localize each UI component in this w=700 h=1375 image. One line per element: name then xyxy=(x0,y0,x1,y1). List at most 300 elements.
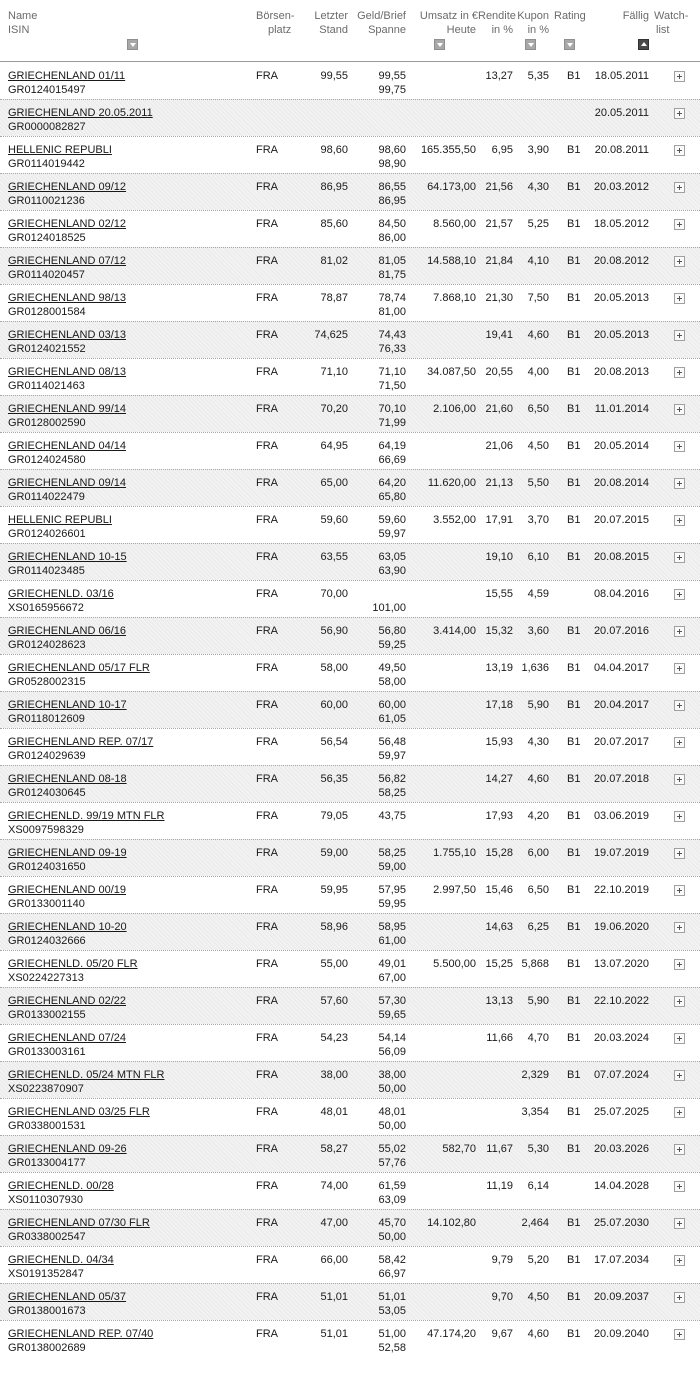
add-to-watchlist-icon[interactable] xyxy=(674,737,685,748)
ask-price: 66,69 xyxy=(378,454,406,466)
rating: B1 xyxy=(567,1032,581,1044)
bond-name-link[interactable]: GRIECHENLAND 09-19 xyxy=(8,847,127,859)
bond-isin: XS0110307930 xyxy=(8,1194,84,1206)
rating: B1 xyxy=(567,292,581,304)
add-to-watchlist-icon[interactable] xyxy=(674,108,685,119)
rating: B1 xyxy=(567,884,581,896)
table-row xyxy=(0,691,700,728)
maturity-date: 20.04.2017 xyxy=(593,699,649,711)
bid-price: 61,59 xyxy=(378,1180,406,1192)
maturity-date: 19.06.2020 xyxy=(593,921,649,933)
bond-name-link[interactable]: GRIECHENLAND 06/16 xyxy=(8,625,126,637)
volume-today: 1.755,10 xyxy=(433,847,476,859)
exchange-venue: FRA xyxy=(256,662,278,674)
rating: B1 xyxy=(567,1254,581,1266)
bond-name-link[interactable]: GRIECHENLAND 08/13 xyxy=(8,366,126,378)
bond-name-link[interactable]: GRIECHENLD. 05/24 MTN FLR xyxy=(8,1069,165,1081)
maturity-date: 04.04.2017 xyxy=(593,662,649,674)
add-to-watchlist-icon[interactable] xyxy=(674,811,685,822)
rating: B1 xyxy=(567,736,581,748)
add-to-watchlist-icon[interactable] xyxy=(674,774,685,785)
ask-price: 59,97 xyxy=(378,750,406,762)
table-row xyxy=(0,1283,700,1320)
yield-percent: 15,32 xyxy=(485,625,513,637)
maturity-date: 19.07.2019 xyxy=(593,847,649,859)
bond-isin: GR0124015497 xyxy=(8,84,86,96)
coupon-percent: 4,30 xyxy=(527,181,549,193)
bond-name-link[interactable]: GRIECHENLD. 05/20 FLR xyxy=(8,958,138,970)
last-price: 58,27 xyxy=(320,1143,348,1155)
exchange-venue: FRA xyxy=(256,1069,278,1081)
table-row xyxy=(0,1246,700,1283)
table-row xyxy=(0,876,700,913)
table-row xyxy=(0,543,700,580)
ask-price: 59,97 xyxy=(378,528,406,540)
bond-isin: GR0133004177 xyxy=(8,1157,86,1169)
bond-name-link[interactable]: GRIECHENLAND 20.05.2011 xyxy=(8,107,153,119)
yield-percent: 13,19 xyxy=(485,662,513,674)
ask-price: 58,25 xyxy=(378,787,406,799)
bond-name-link[interactable]: GRIECHENLAND 02/22 xyxy=(8,995,126,1007)
exchange-venue: FRA xyxy=(256,514,278,526)
add-to-watchlist-icon[interactable] xyxy=(674,700,685,711)
add-to-watchlist-icon[interactable] xyxy=(674,959,685,970)
table-row xyxy=(0,1061,700,1098)
bond-name-link[interactable]: GRIECHENLAND 05/17 FLR xyxy=(8,662,150,674)
bond-name-link[interactable]: GRIECHENLAND 02/12 xyxy=(8,218,126,230)
sort-maturity-icon[interactable] xyxy=(638,39,649,50)
add-to-watchlist-icon[interactable] xyxy=(674,996,685,1007)
add-to-watchlist-icon[interactable] xyxy=(674,1329,685,1340)
exchange-venue: FRA xyxy=(256,810,278,822)
add-to-watchlist-icon[interactable] xyxy=(674,885,685,896)
exchange-venue: FRA xyxy=(256,773,278,785)
maturity-date: 13.07.2020 xyxy=(593,958,649,970)
bond-name-link[interactable]: GRIECHENLAND 07/30 FLR xyxy=(8,1217,150,1229)
exchange-venue: FRA xyxy=(256,1180,278,1192)
add-to-watchlist-icon[interactable] xyxy=(674,1070,685,1081)
header-name: Name ISIN xyxy=(8,10,38,36)
exchange-venue: FRA xyxy=(256,329,278,341)
add-to-watchlist-icon[interactable] xyxy=(674,182,685,193)
last-price: 98,60 xyxy=(320,144,348,156)
rating: B1 xyxy=(567,1069,581,1081)
table-row xyxy=(0,395,700,432)
last-price: 74,00 xyxy=(320,1180,348,1192)
yield-percent: 20,55 xyxy=(485,366,513,378)
table-row xyxy=(0,617,700,654)
ask-price: 58,00 xyxy=(378,676,406,688)
bond-isin: XS0097598329 xyxy=(8,824,84,836)
maturity-date: 17.07.2034 xyxy=(593,1254,649,1266)
bond-isin: GR0128001584 xyxy=(8,306,86,318)
bid-price: 55,02 xyxy=(378,1143,406,1155)
bid-price: 63,05 xyxy=(378,551,406,563)
bid-price: 56,82 xyxy=(378,773,406,785)
exchange-venue: FRA xyxy=(256,477,278,489)
bond-name-link[interactable]: GRIECHENLAND 99/14 xyxy=(8,403,126,415)
rating: B1 xyxy=(567,1328,581,1340)
header-volume: Umsatz in € Heute xyxy=(419,10,478,36)
ask-price: 65,80 xyxy=(378,491,406,503)
bond-isin: GR0114021463 xyxy=(8,380,85,392)
add-to-watchlist-icon[interactable] xyxy=(674,663,685,674)
table-row xyxy=(0,173,700,210)
bond-isin: GR0124024580 xyxy=(8,454,86,466)
bid-price: 49,01 xyxy=(378,958,406,970)
bond-name-link[interactable]: GRIECHENLAND 03/13 xyxy=(8,329,126,341)
add-to-watchlist-icon[interactable] xyxy=(674,293,685,304)
bid-price: 86,55 xyxy=(378,181,406,193)
rating: B1 xyxy=(567,662,581,674)
bond-name-link[interactable]: GRIECHENLAND 10-20 xyxy=(8,921,127,933)
bond-name-link[interactable]: GRIECHENLAND 07/12 xyxy=(8,255,126,267)
volume-today: 7.868,10 xyxy=(433,292,476,304)
bid-price: 43,75 xyxy=(378,810,406,822)
sort-volume-icon[interactable] xyxy=(434,39,445,50)
last-price: 70,00 xyxy=(320,588,348,600)
coupon-percent: 5,90 xyxy=(527,699,549,711)
exchange-venue: FRA xyxy=(256,181,278,193)
yield-percent: 13,13 xyxy=(485,995,513,1007)
header-last: Letzter Stand xyxy=(314,10,348,36)
maturity-date: 20.09.2037 xyxy=(593,1291,649,1303)
bid-price: 98,60 xyxy=(378,144,406,156)
last-price: 56,54 xyxy=(320,736,348,748)
maturity-date: 22.10.2022 xyxy=(593,995,649,1007)
exchange-venue: FRA xyxy=(256,1254,278,1266)
maturity-date: 20.08.2014 xyxy=(593,477,649,489)
maturity-date: 20.03.2026 xyxy=(593,1143,649,1155)
last-price: 70,20 xyxy=(320,403,348,415)
last-price: 85,60 xyxy=(320,218,348,230)
last-price: 65,00 xyxy=(320,477,348,489)
add-to-watchlist-icon[interactable] xyxy=(674,478,685,489)
bond-isin: GR0124031650 xyxy=(8,861,86,873)
bond-name-link[interactable]: GRIECHENLAND 98/13 xyxy=(8,292,126,304)
yield-percent: 15,28 xyxy=(485,847,513,859)
maturity-date: 03.06.2019 xyxy=(593,810,649,822)
ask-price: 61,00 xyxy=(378,935,406,947)
bond-name-link[interactable]: GRIECHENLAND 01/11 xyxy=(8,70,126,82)
bond-name-link[interactable]: HELLENIC REPUBLI xyxy=(8,514,112,526)
bond-name-link[interactable]: GRIECHENLAND 05/37 xyxy=(8,1291,126,1303)
last-price: 64,95 xyxy=(320,440,348,452)
add-to-watchlist-icon[interactable] xyxy=(674,1181,685,1192)
bid-price: 78,74 xyxy=(378,292,406,304)
ask-price: 59,25 xyxy=(378,639,406,651)
ask-price: 81,75 xyxy=(378,269,406,281)
bid-price: 58,25 xyxy=(378,847,406,859)
bid-price: 70,10 xyxy=(378,403,406,415)
add-to-watchlist-icon[interactable] xyxy=(674,1033,685,1044)
ask-price: 86,95 xyxy=(378,195,406,207)
bond-isin: GR0138002689 xyxy=(8,1342,86,1354)
last-price: 59,00 xyxy=(320,847,348,859)
maturity-date: 20.09.2040 xyxy=(593,1328,649,1340)
table-row xyxy=(0,210,700,247)
ask-price: 71,50 xyxy=(378,380,406,392)
ask-price: 59,00 xyxy=(378,861,406,873)
last-price: 56,35 xyxy=(320,773,348,785)
bond-name-link[interactable]: GRIECHENLD. 03/16 xyxy=(8,588,114,600)
bid-price: 38,00 xyxy=(378,1069,406,1081)
ask-price: 101,00 xyxy=(372,602,406,614)
rating: B1 xyxy=(567,181,581,193)
maturity-date: 20.08.2013 xyxy=(593,366,649,378)
volume-today: 3.552,00 xyxy=(433,514,476,526)
bond-isin: GR0124032666 xyxy=(8,935,86,947)
last-price: 99,55 xyxy=(320,70,348,82)
rating: B1 xyxy=(567,477,581,489)
exchange-venue: FRA xyxy=(256,847,278,859)
ask-price: 81,00 xyxy=(378,306,406,318)
bond-isin: GR0114019442 xyxy=(8,158,85,170)
bond-name-link[interactable]: HELLENIC REPUBLI xyxy=(8,144,112,156)
last-price: 86,95 xyxy=(320,181,348,193)
bond-name-link[interactable]: GRIECHENLD. 00/28 xyxy=(8,1180,114,1192)
exchange-venue: FRA xyxy=(256,921,278,933)
last-price: 81,02 xyxy=(320,255,348,267)
rating: B1 xyxy=(567,995,581,1007)
maturity-date: 20.07.2017 xyxy=(593,736,649,748)
coupon-percent: 3,70 xyxy=(527,514,549,526)
add-to-watchlist-icon[interactable] xyxy=(674,1218,685,1229)
volume-today: 5.500,00 xyxy=(433,958,476,970)
bond-name-link[interactable]: GRIECHENLAND 09/14 xyxy=(8,477,126,489)
last-price: 47,00 xyxy=(320,1217,348,1229)
bond-name-link[interactable]: GRIECHENLAND REP. 07/40 xyxy=(8,1328,154,1340)
last-price: 79,05 xyxy=(320,810,348,822)
add-to-watchlist-icon[interactable] xyxy=(674,404,685,415)
add-to-watchlist-icon[interactable] xyxy=(674,1292,685,1303)
maturity-date: 07.07.2024 xyxy=(593,1069,649,1081)
rating: B1 xyxy=(567,144,581,156)
ask-price: 63,09 xyxy=(378,1194,406,1206)
add-to-watchlist-icon[interactable] xyxy=(674,1144,685,1155)
rating: B1 xyxy=(567,773,581,785)
coupon-percent: 6,10 xyxy=(527,551,549,563)
bid-price: 45,70 xyxy=(378,1217,406,1229)
bid-price: 56,80 xyxy=(378,625,406,637)
bond-name-link[interactable]: GRIECHENLAND 04/14 xyxy=(8,440,126,452)
volume-today: 8.560,00 xyxy=(433,218,476,230)
coupon-percent: 6,25 xyxy=(527,921,549,933)
ask-price: 53,05 xyxy=(378,1305,406,1317)
maturity-date: 20.05.2011 xyxy=(594,107,649,119)
maturity-date: 20.07.2015 xyxy=(593,514,649,526)
coupon-percent: 3,354 xyxy=(521,1106,549,1118)
yield-percent: 21,57 xyxy=(485,218,513,230)
bid-price: 56,48 xyxy=(378,736,406,748)
bond-name-link[interactable]: GRIECHENLAND REP. 07/17 xyxy=(8,736,154,748)
bond-name-link[interactable]: GRIECHENLAND 10-15 xyxy=(8,551,127,563)
yield-percent: 21,84 xyxy=(485,255,513,267)
yield-percent: 14,63 xyxy=(485,921,513,933)
yield-percent: 11,66 xyxy=(486,1032,513,1044)
yield-percent: 15,93 xyxy=(485,736,513,748)
ask-price: 59,95 xyxy=(378,898,406,910)
rating: B1 xyxy=(567,551,581,563)
exchange-venue: FRA xyxy=(256,1143,278,1155)
coupon-percent: 5,868 xyxy=(521,958,549,970)
coupon-percent: 5,30 xyxy=(527,1143,549,1155)
add-to-watchlist-icon[interactable] xyxy=(674,515,685,526)
rating: B1 xyxy=(567,366,581,378)
maturity-date: 25.07.2025 xyxy=(593,1106,649,1118)
coupon-percent: 7,50 xyxy=(527,292,549,304)
volume-today: 64.173,00 xyxy=(427,181,476,193)
ask-price: 86,00 xyxy=(378,232,406,244)
add-to-watchlist-icon[interactable] xyxy=(674,552,685,563)
last-price: 57,60 xyxy=(320,995,348,1007)
coupon-percent: 2,464 xyxy=(521,1217,549,1229)
yield-percent: 13,27 xyxy=(485,70,513,82)
add-to-watchlist-icon[interactable] xyxy=(674,922,685,933)
ask-price: 50,00 xyxy=(378,1120,406,1132)
exchange-venue: FRA xyxy=(256,699,278,711)
volume-today: 47.174,20 xyxy=(427,1328,476,1340)
add-to-watchlist-icon[interactable] xyxy=(674,441,685,452)
add-to-watchlist-icon[interactable] xyxy=(674,367,685,378)
bond-isin: XS0224227313 xyxy=(8,972,84,984)
bid-price: 99,55 xyxy=(378,70,406,82)
bond-isin: GR0124026601 xyxy=(8,528,86,540)
volume-today: 3.414,00 xyxy=(433,625,476,637)
coupon-percent: 6,50 xyxy=(527,884,549,896)
maturity-date: 20.03.2012 xyxy=(593,181,649,193)
bond-isin: XS0165956672 xyxy=(8,602,84,614)
yield-percent: 21,30 xyxy=(485,292,513,304)
yield-percent: 11,19 xyxy=(486,1180,513,1192)
rating: B1 xyxy=(567,958,581,970)
table-row xyxy=(0,136,700,173)
bond-isin: GR0133001140 xyxy=(8,898,85,910)
ask-price: 50,00 xyxy=(378,1231,406,1243)
table-row xyxy=(0,839,700,876)
add-to-watchlist-icon[interactable] xyxy=(674,626,685,637)
sort-rating-icon[interactable] xyxy=(564,39,575,50)
exchange-venue: FRA xyxy=(256,1106,278,1118)
exchange-venue: FRA xyxy=(256,440,278,452)
table-row xyxy=(0,284,700,321)
last-price: 55,00 xyxy=(320,958,348,970)
add-to-watchlist-icon[interactable] xyxy=(674,219,685,230)
header-watchlist: Watch- list xyxy=(654,10,689,36)
sort-yield-icon[interactable] xyxy=(525,39,536,50)
add-to-watchlist-icon[interactable] xyxy=(674,848,685,859)
coupon-percent: 3,60 xyxy=(527,625,549,637)
coupon-percent: 5,25 xyxy=(527,218,549,230)
rating: B1 xyxy=(567,255,581,267)
ask-price: 63,90 xyxy=(378,565,406,577)
coupon-percent: 5,20 xyxy=(527,1254,549,1266)
ask-price: 71,99 xyxy=(378,417,406,429)
add-to-watchlist-icon[interactable] xyxy=(674,330,685,341)
exchange-venue: FRA xyxy=(256,144,278,156)
exchange-venue: FRA xyxy=(256,366,278,378)
add-to-watchlist-icon[interactable] xyxy=(674,145,685,156)
maturity-date: 14.04.2028 xyxy=(593,1180,649,1192)
table-header xyxy=(0,0,700,62)
bid-price: 58,95 xyxy=(378,921,406,933)
coupon-percent: 4,59 xyxy=(527,588,549,600)
last-price: 60,00 xyxy=(320,699,348,711)
coupon-percent: 5,50 xyxy=(527,477,549,489)
coupon-percent: 3,90 xyxy=(527,144,549,156)
table-row xyxy=(0,321,700,358)
add-to-watchlist-icon[interactable] xyxy=(674,256,685,267)
bond-name-link[interactable]: GRIECHENLAND 08-18 xyxy=(8,773,127,785)
bid-price: 64,19 xyxy=(378,440,406,452)
volume-today: 34.087,50 xyxy=(427,366,476,378)
bond-isin: GR0528002315 xyxy=(8,676,86,688)
yield-percent: 9,79 xyxy=(491,1254,513,1266)
bond-isin: GR0133002155 xyxy=(8,1009,86,1021)
exchange-venue: FRA xyxy=(256,625,278,637)
bond-name-link[interactable]: GRIECHENLAND 00/19 xyxy=(8,884,126,896)
add-to-watchlist-icon[interactable] xyxy=(674,1107,685,1118)
maturity-date: 20.05.2013 xyxy=(593,329,649,341)
bond-name-link[interactable]: GRIECHENLAND 09/12 xyxy=(8,181,126,193)
last-price: 54,23 xyxy=(320,1032,348,1044)
bid-price: 49,50 xyxy=(378,662,406,674)
volume-today: 2.997,50 xyxy=(433,884,476,896)
bond-isin: GR0124021552 xyxy=(8,343,86,355)
last-price: 59,95 xyxy=(320,884,348,896)
bond-isin: GR0110021236 xyxy=(8,195,85,207)
exchange-venue: FRA xyxy=(256,958,278,970)
bond-name-link[interactable]: GRIECHENLAND 03/25 FLR xyxy=(8,1106,150,1118)
table-row xyxy=(0,62,700,99)
rating: B1 xyxy=(567,440,581,452)
ask-price: 98,90 xyxy=(378,158,406,170)
coupon-percent: 2,329 xyxy=(521,1069,549,1081)
bond-isin: GR0128002590 xyxy=(8,417,86,429)
table-row xyxy=(0,765,700,802)
maturity-date: 20.05.2014 xyxy=(593,440,649,452)
coupon-percent: 1,636 xyxy=(521,662,549,674)
bond-isin: GR0000082827 xyxy=(8,121,86,133)
add-to-watchlist-icon[interactable] xyxy=(674,1255,685,1266)
bond-name-link[interactable]: GRIECHENLD. 04/34 xyxy=(8,1254,114,1266)
bond-name-link[interactable]: GRIECHENLAND 10-17 xyxy=(8,699,127,711)
bond-name-link[interactable]: GRIECHENLAND 07/24 xyxy=(8,1032,126,1044)
last-price: 58,00 xyxy=(320,662,348,674)
ask-price: 59,65 xyxy=(378,1009,406,1021)
maturity-date: 18.05.2012 xyxy=(593,218,649,230)
bid-price: 51,00 xyxy=(378,1328,406,1340)
exchange-venue: FRA xyxy=(256,551,278,563)
ask-price: 61,05 xyxy=(378,713,406,725)
bond-name-link[interactable]: GRIECHENLD. 99/19 MTN FLR xyxy=(8,810,165,822)
add-to-watchlist-icon[interactable] xyxy=(674,71,685,82)
table-row xyxy=(0,728,700,765)
add-to-watchlist-icon[interactable] xyxy=(674,589,685,600)
sort-name-icon[interactable] xyxy=(127,39,138,50)
exchange-venue: FRA xyxy=(256,1328,278,1340)
table-row xyxy=(0,580,700,617)
last-price: 66,00 xyxy=(320,1254,348,1266)
rating: B1 xyxy=(567,625,581,637)
bond-isin: XS0191352847 xyxy=(8,1268,84,1280)
volume-today: 11.620,00 xyxy=(427,477,476,489)
bond-isin: GR0124028623 xyxy=(8,639,86,651)
last-price: 74,625 xyxy=(314,329,348,341)
bond-name-link[interactable]: GRIECHENLAND 09-26 xyxy=(8,1143,127,1155)
yield-percent: 14,27 xyxy=(485,773,513,785)
maturity-date: 25.07.2030 xyxy=(593,1217,649,1229)
